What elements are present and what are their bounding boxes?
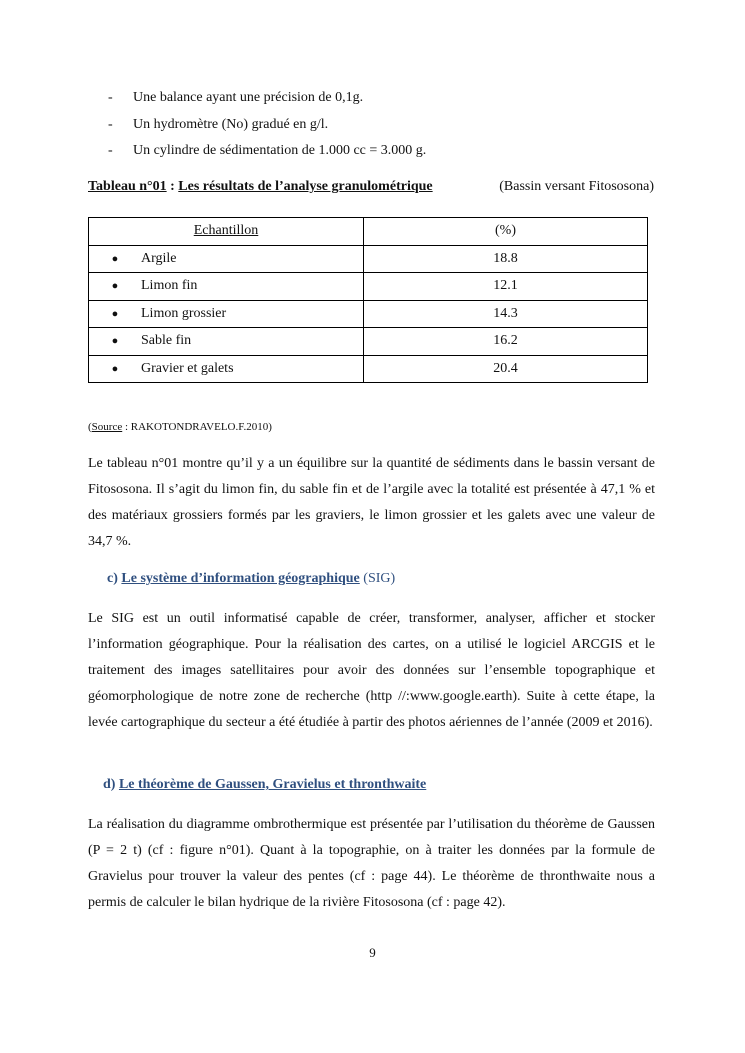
bullet-icon: ● [111, 252, 119, 265]
sample-value: 18.8 [364, 245, 648, 273]
sample-name: Sable fin [141, 333, 192, 349]
caption-separator: : [166, 179, 179, 194]
sample-value: 12.1 [364, 273, 648, 301]
bullet-icon: ● [111, 307, 119, 320]
section-title: Le système d’information géographique [121, 571, 360, 586]
section-title: Le théorème de Gaussen, Gravielus et thronthwaite [118, 777, 427, 792]
bullet-icon: ● [111, 280, 119, 293]
sample-value: 20.4 [364, 355, 648, 383]
table-caption [88, 179, 654, 195]
table-row [89, 300, 648, 328]
table-row [89, 245, 648, 273]
sample-name: Gravier et galets [141, 360, 234, 376]
table-row [89, 355, 648, 383]
paragraph-sig: Le SIG est un outil informatisé capable de créer, transformer, analyser, afficher et stocker l’information géographique. Pour la réalisation des cartes, on a utilisé le logiciel ARCGIS et le traitement des images satellitaires pour avoir des données sur l’ensemble topographique et géomorphologique de notre zone de recherche (http //:www.google.earth). Suite à cette étape, la levée cartographique du secteur a été étudiée à partir des photos aériennes de l’année (2009 et 2016). [88, 611, 655, 730]
list-item [108, 88, 426, 115]
sample-name: Limon grossier [141, 305, 227, 321]
list-item-text: Une balance ayant une précision de 0,1g. [133, 90, 364, 105]
dash-marker: - [108, 90, 113, 105]
paragraph-gaussen: La réalisation du diagramme ombrothermique est présentée par l’utilisation du théorème de Gaussen (P = 2 t) (cf : figure n°01). Quant à la topographie, on à traiter les données par la formule de Gravielus pour trouver la valeur des pentes (cf : page 44). Le théorème de thronthwaite nous a permis de calculer le bilan hydrique de la rivière Fitososona (cf : page 42). [88, 817, 655, 910]
table-row [89, 328, 648, 356]
sample-name: Limon fin [141, 278, 198, 294]
table-header-row [89, 218, 648, 246]
page-number: 9 [369, 945, 376, 960]
section-heading-gaussen: d) Le théorème de Gaussen, Gravielus et thronthwaite [103, 777, 427, 792]
section-heading-sig: c) Le système d’information géographique (SIG) [107, 571, 396, 586]
bullet-icon: ● [111, 335, 119, 348]
table-label: Tableau n°01 [88, 179, 167, 194]
source-reference: : RAKOTONDRAVELO.F.2010) [122, 421, 272, 433]
dash-marker: - [108, 116, 113, 132]
sample-value: 14.3 [364, 300, 648, 328]
column-header-echantillon: Echantillon [193, 223, 259, 239]
source-label: Source [91, 421, 123, 433]
granulometry-table [88, 217, 648, 383]
equipment-list [108, 88, 426, 168]
bullet-icon: ● [111, 362, 119, 375]
section-suffix: (SIG) [359, 571, 396, 586]
list-item [108, 141, 426, 168]
sample-name: Argile [141, 250, 177, 266]
column-header-percent: (%) [364, 218, 648, 246]
list-item-text: Un cylindre de sédimentation de 1.000 cc = 3.000 g. [133, 143, 427, 158]
sample-value: 16.2 [364, 328, 648, 356]
list-item-text: Un hydromètre (No) gradué en g/l. [133, 116, 329, 132]
table-row [89, 273, 648, 301]
source-note: (Source : RAKOTONDRAVELO.F.2010) [88, 421, 272, 433]
dash-marker: - [108, 143, 113, 158]
list-item [108, 115, 426, 142]
table-location: (Bassin versant Fitososona) [499, 179, 654, 194]
table-title: Les résultats de l’analyse granulométrique [178, 179, 433, 194]
paragraph-table-analysis: Le tableau n°01 montre qu’il y a un équilibre sur la quantité de sédiments dans le bassin versant de Fitososona. Il s’agit du limon fin, du sable fin et de l’argile avec la totalité est présentée à 47,1 % et des matériaux grossiers formés par les graviers, le limon grossier et les galets avec une valeur de 34,7 %. [88, 456, 655, 549]
